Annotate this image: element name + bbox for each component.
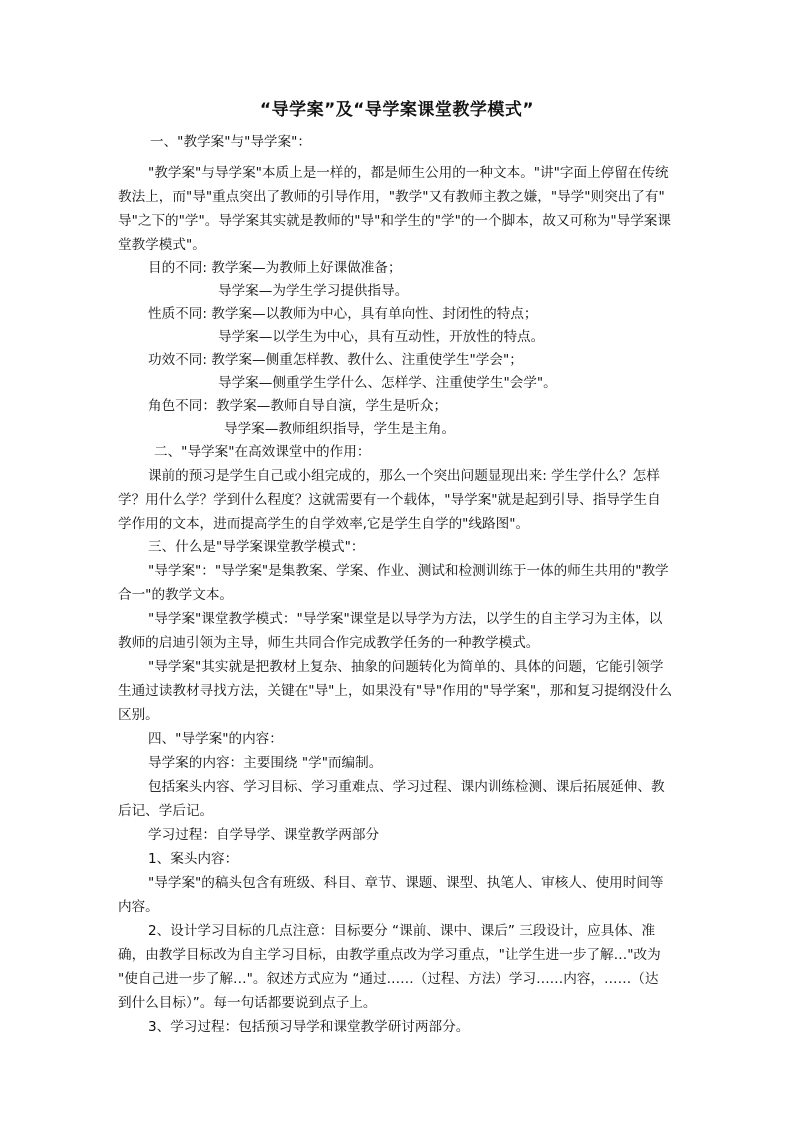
section-heading-4: 四、"导学案"的内容： (148, 731, 283, 747)
paragraph-line: "导学案"的稿头包含有班级、科目、章节、课题、课型、执笔人、审核人、使用时间等 (148, 875, 664, 891)
paragraph-line: "导学案"其实就是把教材上复杂、抽象的问题转化为简单的、具体的问题，它能引领学 (148, 659, 664, 675)
paragraph-line: 课前的预习是学生自己或小组完成的，那么一个突出问题显现出来: 学生学什么？怎样 (148, 468, 660, 484)
subheading-line: 1、案头内容： (148, 851, 239, 867)
paragraph-line: 确，由教学目标改为自主学习目标，由教学重点改为学习重点，"让学生进一步了解…"改为 (118, 947, 661, 963)
section-heading-1: 一、"教学案"与"导学案"： (150, 134, 311, 150)
paragraph-line: 教师的启迪引领为主导，师生共同合作完成教学任务的一种教学模式。 (118, 635, 540, 651)
comparison-line: 目的不同: 教学案—为教师上好课做准备； (148, 260, 402, 276)
paragraph-line: "使自己进一步了解…"。叙述方式应为 “通过……（过程、方法）学习……内容，……（达 (118, 971, 659, 987)
paragraph-line: 2、设计学习目标的几点注意：目标要分 “课前、课中、课后” 三段设计，应具体、准 (148, 923, 656, 939)
paragraph-line: 生通过读教材寻找方法，关键在"导"上，如果没有"导"作用的"导学案"，那和复习提纲没什么 (118, 683, 673, 699)
comparison-line: 角色不同：教学案—教师自导自演，学生是听众； (148, 398, 448, 414)
paragraph-line: 后记、学后记。 (118, 803, 214, 819)
paragraph-line: 导学案的内容：主要围绕 "学"而编制。 (148, 755, 383, 771)
paragraph-line: 内容。 (118, 899, 159, 915)
paragraph-line: 包括案头内容、学习目标、学习重难点、学习过程、课内训练检测、课后拓展延伸、教 (148, 779, 665, 795)
comparison-line: 导学案—侧重学生学什么、怎样学、注重使学生"会学"。 (218, 375, 557, 391)
paragraph-line: 学习过程：自学导学、课堂教学两部分 (148, 827, 380, 843)
paragraph-line: 合一"的教学文本。 (118, 587, 234, 603)
comparison-line: 性质不同: 教学案—以教师为中心，具有单向性、封闭性的特点； (148, 306, 538, 322)
comparison-line: 导学案—教师组织指导，学生是主角。 (224, 421, 456, 437)
comparison-line: 导学案—以学生为中心，具有互动性，开放性的特点。 (218, 329, 545, 345)
paragraph-line: 堂教学模式"。 (118, 237, 206, 253)
paragraph-line: 导"之下的"学"。导学案其实就是教师的"导"和学生的"学"的一个脚本，故又可称为"导学案课 (118, 213, 671, 229)
comparison-line: 导学案—为学生学习提供指导。 (218, 283, 409, 299)
comparison-line: 功效不同: 教学案—侧重怎样教、教什么、注重使学生"学会"； (148, 352, 523, 368)
paragraph-line: "导学案"课堂教学模式："导学案"课堂是以导学为方法，以学生的自主学习为主体，以 (148, 611, 663, 627)
section-heading-3: 三、什么是"导学案课堂教学模式"： (148, 539, 365, 555)
section-heading-2: 二、"导学案"在高效课堂中的作用： (154, 444, 371, 460)
paragraph-line: "导学案"："导学案"是集教案、学案、作业、测试和检测训练于一体的师生共用的"教学 (148, 563, 669, 579)
paragraph-line: 区别。 (118, 707, 159, 723)
paragraph-line: 教法上，而"导"重点突出了教师的引导作用，"教学"又有教师主教之嫌，"导学"则突出了有" (118, 189, 665, 205)
paragraph-line: "教学案"与导学案"本质上是一样的，都是师生公用的一种文本。"讲"字面上停留在传统 (148, 165, 669, 181)
paragraph-line: 学作用的文本，进而提高学生的自学效率,它是学生自学的"线路图"。 (118, 516, 530, 532)
document-title: “导学案”及“导学案课堂教学模式” (259, 100, 535, 120)
subheading-line: 3、学习过程：包括预习导学和课堂教学研讨两部分。 (148, 1019, 470, 1035)
paragraph-line: 学？用什么学？学到什么程度？这就需要有一个载体，"导学案"就是起到引导、指导学生自 (118, 492, 661, 508)
paragraph-line: 到什么目标）”。每一句话都要说到点子上。 (118, 995, 377, 1011)
